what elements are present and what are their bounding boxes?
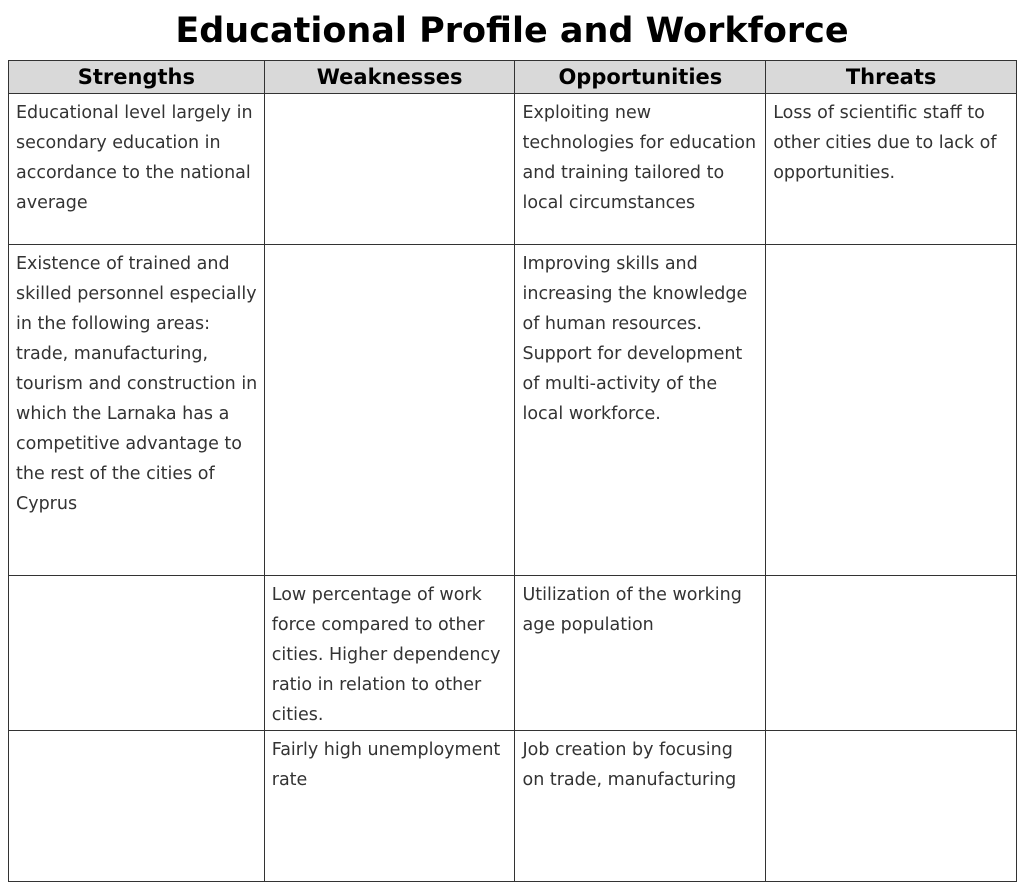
swot-table	[8, 60, 1017, 882]
page-title: Educational Profile and Workforce	[175, 11, 849, 51]
cell-opportunities: Utilization of the working age population	[515, 576, 766, 731]
table-row	[9, 94, 1017, 245]
cell-strengths: Existence of trained and skilled personnel especially in the following areas: trade, manufacturing, tourism and construction in which the Larnaka has a competitive advantage to the rest of the cities of Cyprus	[9, 245, 265, 576]
header-row	[9, 61, 1017, 94]
cell-threats	[766, 731, 1017, 882]
cell-strengths	[9, 576, 265, 731]
cell-threats	[766, 576, 1017, 731]
header-opportunities: Opportunities	[515, 61, 766, 94]
table-row	[9, 245, 1017, 576]
cell-strengths	[9, 731, 265, 882]
table-row	[9, 576, 1017, 731]
cell-weaknesses: Fairly high unemployment rate	[264, 731, 515, 882]
cell-strengths: Educational level largely in secondary education in accordance to the national average	[9, 94, 265, 245]
cell-weaknesses	[264, 94, 515, 245]
cell-threats: Loss of scientific staff to other cities due to lack of opportunities.	[766, 94, 1017, 245]
cell-opportunities: Improving skills and increasing the knowledge of human resources. Support for development of multi-activity of the local workforce.	[515, 245, 766, 576]
cell-opportunities: Exploiting new technologies for education and training tailored to local circumstances	[515, 94, 766, 245]
header-strengths: Strengths	[9, 61, 265, 94]
cell-opportunities: Job creation by focusing on trade, manufacturing	[515, 731, 766, 882]
header-threats: Threats	[766, 61, 1017, 94]
cell-weaknesses: Low percentage of work force compared to other cities. Higher dependency ratio in relation to other cities.	[264, 576, 515, 731]
cell-threats	[766, 245, 1017, 576]
cell-weaknesses	[264, 245, 515, 576]
table-row	[9, 731, 1017, 882]
header-weaknesses: Weaknesses	[264, 61, 515, 94]
